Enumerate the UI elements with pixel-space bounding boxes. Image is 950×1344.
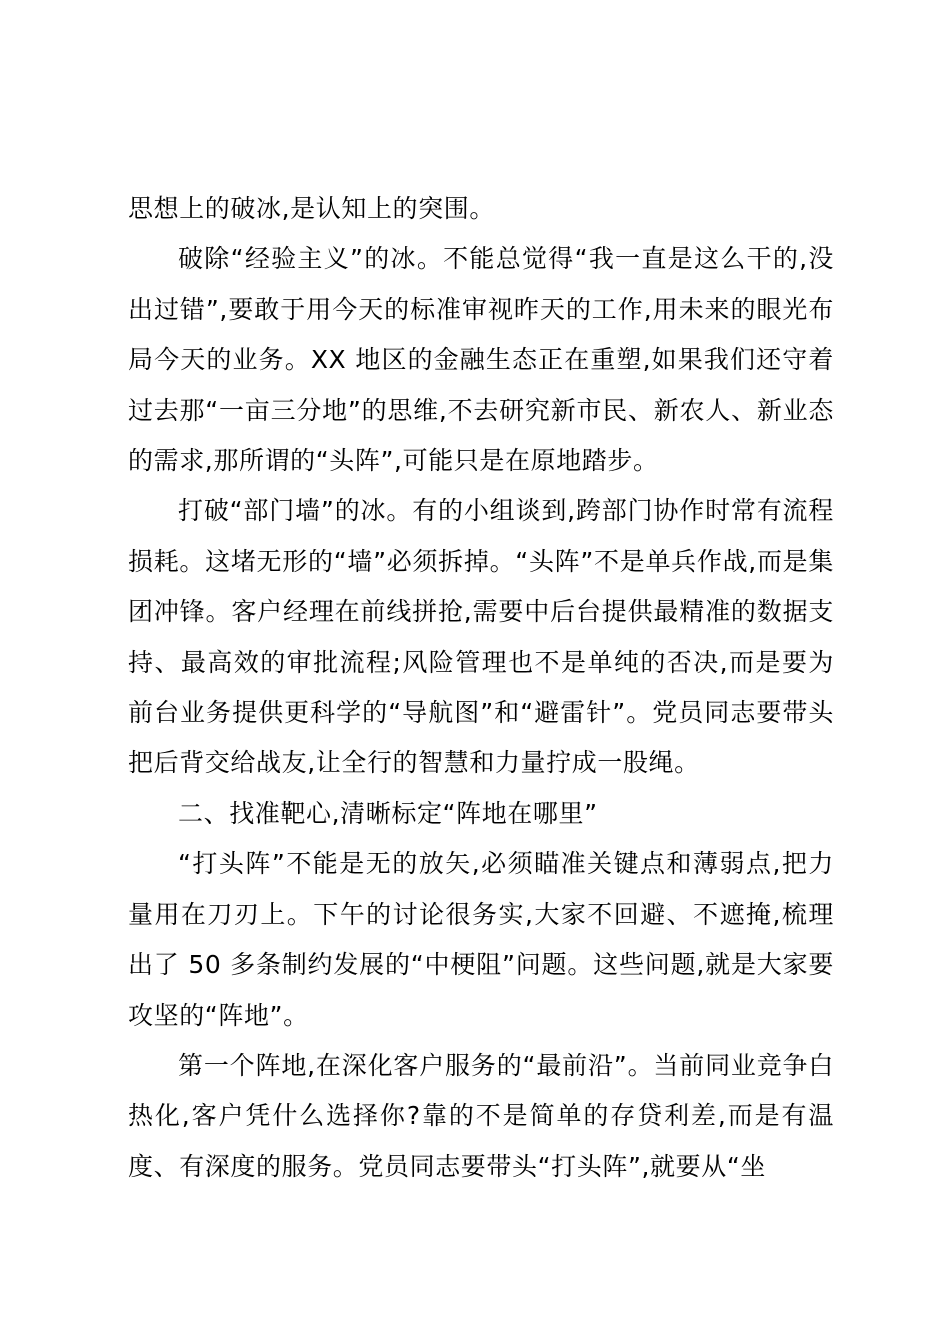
paragraph-continuation: 思想上的破冰,是认知上的突围。 <box>128 194 495 223</box>
section-heading-two: 二、找准靶心,清晰标定“阵地在哪里” <box>178 798 598 828</box>
paragraph-target: “打头阵”不能是无的放矢,必须瞄准关键点和薄弱点,把力量用在刀刃上。下午的讨论很务实,大家不回避、不遮掩,梳理出了 50 多条制约发展的“中梗阻”问题。这些问题,就是大家要攻坚的“阵地”。 <box>128 849 834 1030</box>
document-body <box>128 184 834 1192</box>
paragraph-experience-ice: 破除“经验主义”的冰。不能总觉得“我一直是这么干的,没出过错”,要敢于用今天的标准审视昨天的工作,用未来的眼光布局今天的业务。XX 地区的金融生态正在重塑,如果我们还守着过去那“一亩三分地”的思维,不去研究新市民、新农人、新业态的需求,那所谓的“头阵”,可能只是在原地踏步。 <box>128 244 834 476</box>
paragraph-department-wall: 打破“部门墙”的冰。有的小组谈到,跨部门协作时常有流程损耗。这堵无形的“墙”必须拆掉。“头阵”不是单兵作战,而是集团冲锋。客户经理在前线拼抢,需要中后台提供最精准的数据支持、最高效的审批流程;风险管理也不是单纯的否决,而是要为前台业务提供更科学的“导航图”和“避雷针”。党员同志要带头把后背交给战友,让全行的智慧和力量拧成一股绳。 <box>128 496 834 778</box>
paragraph-first-position: 第一个阵地,在深化客户服务的“最前沿”。当前同业竞争白热化,客户凭什么选择你?靠的不是简单的存贷利差,而是有温度、有深度的服务。党员同志要带头“打头阵”,就要从“坐 <box>128 1050 834 1181</box>
